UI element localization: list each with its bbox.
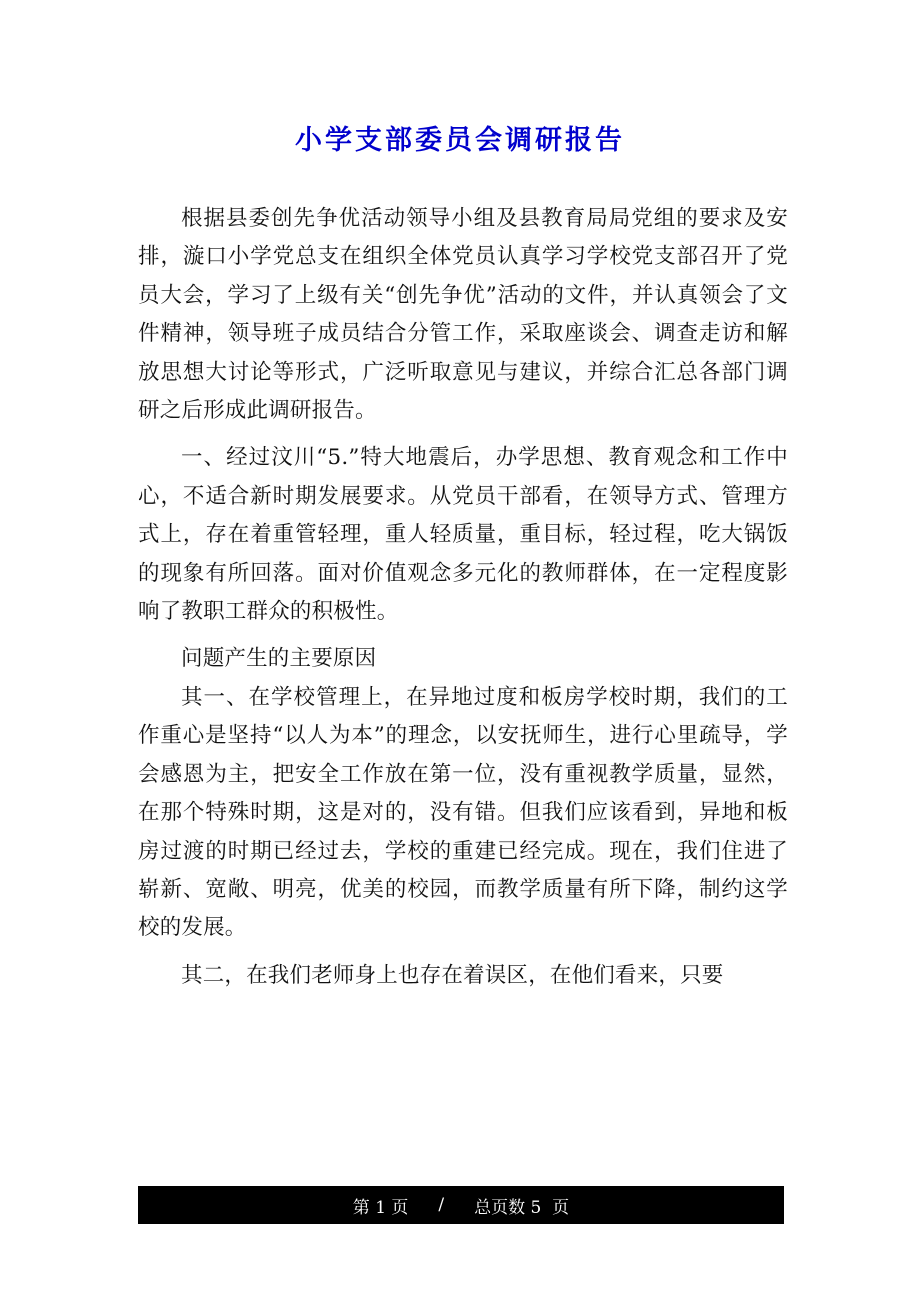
paragraph-section-one: 一、经过汶川“5.”特大地震后，办学思想、教育观念和工作中心，不适合新时期发展要求。从党员干部看，在领导方式、管理方式上，存在着重管轻理，重人轻质量，重目标，轻过程，吃大锅饭的现象有所回落。面对价值观念多元化的教师群体，在一定程度影响了教职工群众的积极性。: [138, 445, 788, 625]
page-footer: [138, 1186, 784, 1224]
paragraph-cause-one: 其一、在学校管理上，在异地过度和板房学校时期，我们的工作重心是坚持“以人为本”的理念，以安抚师生，进行心里疏导，学会感恩为主，把安全工作放在第一位，没有重视教学质量，显然，在那个特殊时期，这是对的，没有错。但我们应该看到，异地和板房过渡的时期已经过去，学校的重建已经完成。现在，我们住进了崭新、宽敞、明亮，优美的校园，而教学质量有所下降，制约这学校的发展。: [138, 684, 788, 941]
document-title: 小学支部委员会调研报告: [295, 125, 625, 156]
paragraph-cause-two: 其二，在我们老师身上也存在着误区，在他们看来，只要: [181, 962, 724, 988]
document-body: [138, 200, 788, 995]
total-pages-label: 总页数 5 页: [474, 1197, 570, 1218]
footer-separator: /: [438, 1195, 445, 1215]
paragraph-causes-heading: 问题产生的主要原因: [181, 646, 377, 672]
paragraph-intro: 根据县委创先争优活动领导小组及县教育局局党组的要求及安排，漩口小学党总支在组织全体党员认真学习学校党支部召开了党员大会，学习了上级有关“创先争优”活动的文件，并认真领会了文件精神，领导班子成员结合分管工作，采取座谈会、调查走访和解放思想大讨论等形式，广泛听取意见与建议，并综合汇总各部门调研之后形成此调研报告。: [138, 206, 788, 424]
page-number-label: 第 1 页: [352, 1197, 409, 1218]
